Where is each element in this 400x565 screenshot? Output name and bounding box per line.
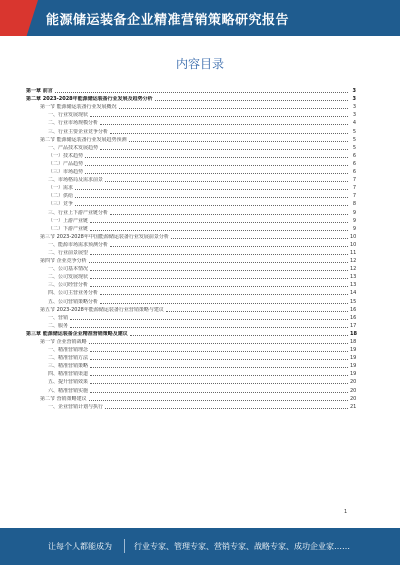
toc-item-row[interactable]: [26, 361, 356, 369]
toc-leader-dots: [70, 327, 348, 328]
toc-entry-text: （三）市场趋势: [48, 169, 84, 176]
toc-leader-dots: [100, 294, 348, 295]
toc-page-number: 20: [350, 387, 357, 394]
toc-item-row[interactable]: [26, 126, 356, 134]
toc-page-number: 9: [352, 225, 356, 232]
toc-leader-dots: [100, 124, 348, 125]
toc-page-number: 18: [350, 339, 357, 345]
toc-leader-dots: [110, 246, 348, 247]
toc-leader-dots: [90, 392, 348, 393]
toc-page-number: 7: [352, 193, 356, 200]
toc-leader-dots: [90, 270, 348, 271]
page-number: 1: [344, 509, 348, 515]
toc-entry-text: 第二节 营销策略建议: [40, 395, 87, 402]
toc-item-row[interactable]: [26, 321, 356, 329]
toc-leader-dots: [105, 408, 348, 409]
toc-page-number: 9: [352, 209, 356, 216]
toc-chapter-row[interactable]: [26, 329, 356, 337]
toc-leader-dots: [89, 343, 348, 344]
toc-leader-dots: [85, 165, 348, 166]
toc-page-number: 12: [350, 258, 357, 265]
toc-chapter-row[interactable]: [26, 86, 356, 94]
toc-page-number: 17: [350, 322, 357, 329]
toc-entry-text: （二）下游产业链: [48, 225, 89, 232]
toc-page-number: 21: [350, 403, 357, 410]
toc-section-row[interactable]: [26, 256, 356, 264]
toc-leader-dots: [90, 278, 348, 279]
toc-leader-dots: [155, 100, 348, 101]
toc-section-row[interactable]: [26, 337, 356, 345]
toc-item-row[interactable]: [26, 167, 356, 175]
toc-page-number: 13: [350, 282, 357, 289]
toc-item-row[interactable]: [26, 207, 356, 215]
toc-section-row[interactable]: [26, 394, 356, 402]
toc-entry-text: 一、能源市场需求预测分析: [48, 241, 109, 248]
toc-page-number: 19: [350, 347, 357, 354]
toc-leader-dots: [90, 367, 348, 368]
toc-page-number: 16: [350, 306, 357, 313]
toc-item-row[interactable]: [26, 216, 356, 224]
header-accent-shape: [0, 0, 38, 36]
toc-page-number: 3: [352, 112, 356, 119]
toc-leader-dots: [171, 238, 348, 239]
toc-item-row[interactable]: [26, 118, 356, 126]
toc-item-row[interactable]: [26, 296, 356, 304]
toc-heading: 内容目录: [175, 57, 224, 71]
toc-page-number: 6: [352, 160, 356, 167]
toc-leader-dots: [75, 189, 348, 190]
toc-leader-dots: [119, 108, 348, 109]
toc-entry-text: 一、行业发展现状: [48, 112, 89, 119]
toc-item-row[interactable]: [26, 280, 356, 288]
toc-section-row[interactable]: [26, 102, 356, 110]
toc-item-row[interactable]: [26, 191, 356, 199]
toc-page-number: 3: [352, 96, 356, 103]
toc-leader-dots: [100, 303, 348, 304]
toc-entry-text: 四、公司主营业务分析: [48, 290, 99, 297]
toc-leader-dots: [130, 335, 348, 336]
toc-section-row[interactable]: [26, 232, 356, 240]
toc-leader-dots: [85, 157, 348, 158]
toc-leader-dots: [110, 214, 348, 215]
toc-item-row[interactable]: [26, 175, 356, 183]
footer-banner: [0, 528, 400, 565]
toc-item-row[interactable]: [26, 183, 356, 191]
toc-entry-text: 第一章 前言: [26, 88, 53, 95]
toc-item-row[interactable]: [26, 402, 356, 410]
toc-item-row[interactable]: [26, 345, 356, 353]
toc-leader-dots: [75, 197, 348, 198]
toc-item-row[interactable]: [26, 369, 356, 377]
toc-item-row[interactable]: [26, 288, 356, 296]
toc-page-number: 6: [352, 152, 356, 159]
toc-page-number: 13: [350, 274, 357, 281]
toc-page-number: 12: [350, 266, 357, 273]
toc-leader-dots: [105, 181, 348, 182]
toc-leader-dots: [90, 286, 348, 287]
toc-item-row[interactable]: [26, 353, 356, 361]
toc-item-row[interactable]: [26, 110, 356, 118]
toc-entry-text: 二、公司发展现状: [48, 274, 89, 281]
toc-page-number: 6: [352, 169, 356, 176]
toc-entry-text: 第三章 能源储运装备企业精准营销策略及建议: [26, 330, 128, 337]
toc-page-number: 5: [352, 136, 356, 143]
toc-page-number: 15: [350, 298, 357, 305]
footer-divider: [124, 539, 125, 553]
toc-leader-dots: [75, 205, 348, 206]
toc-leader-dots: [129, 141, 348, 142]
toc-leader-dots: [166, 311, 348, 312]
toc-leader-dots: [90, 375, 348, 376]
toc-leader-dots: [100, 149, 348, 150]
toc-leader-dots: [90, 254, 348, 255]
toc-page-number: 7: [352, 185, 356, 192]
header-banner: [0, 0, 400, 36]
toc-entry-text: （一）需求: [48, 185, 74, 192]
toc-entry-text: 第三节 2023-2028年中国能源储运装备行业发展前景分析: [40, 233, 169, 240]
toc-page-number: 4: [352, 120, 356, 127]
toc-entry-text: 一、精准营销理念: [48, 347, 89, 354]
toc-entry-text: 二、行业前景展望: [48, 249, 89, 256]
toc-page-number: 14: [350, 290, 357, 297]
toc-item-row[interactable]: [26, 199, 356, 207]
footer-slogan-right: 行业专家、管理专家、营销专家、战略专家、成功企业家……: [134, 542, 350, 551]
toc-entry-text: 六、精准营销实施: [48, 387, 89, 394]
toc-leader-dots: [90, 383, 348, 384]
toc-entry-text: （二）供给: [48, 193, 74, 200]
toc-entry-text: 第二章 2023-2028年能源储运装备行业发展及趋势分析: [26, 96, 153, 103]
toc-leader-dots: [55, 92, 348, 93]
toc-page-number: 10: [350, 233, 357, 240]
toc-item-row[interactable]: [26, 224, 356, 232]
toc-page-number: 8: [352, 201, 356, 208]
toc-entry-text: （二）产品趋势: [48, 160, 84, 167]
toc-entry-text: （一）上游产业链: [48, 217, 89, 224]
toc-leader-dots: [70, 319, 348, 320]
toc-entry-text: 二、行业市场规模分析: [48, 120, 99, 127]
toc-page-number: 9: [352, 217, 356, 224]
toc-leader-dots: [90, 351, 348, 352]
toc-item-row[interactable]: [26, 151, 356, 159]
toc-page-number: 5: [352, 128, 356, 135]
toc-entry-text: （三）竞争: [48, 201, 74, 208]
toc-entry-text: 第一节 企业营销战略: [40, 339, 87, 345]
toc-page-number: 3: [352, 88, 356, 95]
toc-entry-text: 三、行业主要企业竞争分析: [48, 128, 109, 135]
toc-leader-dots: [85, 173, 348, 174]
toc-page-number: 19: [350, 371, 357, 378]
toc-leader-dots: [110, 133, 348, 134]
toc-page-number: 16: [350, 314, 357, 321]
toc-entry-text: （一）技术趋势: [48, 152, 84, 159]
toc-leader-dots: [90, 116, 348, 117]
toc-entry-text: 第一节 能源储运装备行业发展概况: [40, 104, 117, 111]
footer-slogan-left: 让每个人都能成为: [48, 542, 112, 551]
toc-entry-text: 二、精准营销方法: [48, 355, 89, 362]
toc-page-number: 7: [352, 177, 356, 184]
report-title: 能源储运装备企业精准营销策略研究报告: [46, 13, 290, 28]
toc-entry-text: 三、行业上下游产业链分析: [48, 209, 109, 216]
toc-leader-dots: [90, 222, 348, 223]
toc-entry-text: 二、市场格局及需求前景: [48, 177, 104, 184]
toc-page-number: 19: [350, 355, 357, 362]
toc-chapter-row[interactable]: [26, 94, 356, 102]
toc-section-row[interactable]: [26, 135, 356, 143]
toc-page-number: 20: [350, 379, 357, 386]
toc-leader-dots: [89, 262, 348, 263]
toc-page-number: 18: [350, 330, 357, 337]
toc-entry-text: 一、公司基本情况: [48, 266, 89, 273]
toc-entry-text: 五、提升营销效果: [48, 379, 89, 386]
toc-item-row[interactable]: [26, 240, 356, 248]
toc-page-number: 19: [350, 363, 357, 370]
toc-leader-dots: [90, 359, 348, 360]
toc-leader-dots: [89, 400, 348, 401]
toc-item-row[interactable]: [26, 143, 356, 151]
toc-item-row[interactable]: [26, 272, 356, 280]
toc-item-row[interactable]: [26, 377, 356, 385]
toc-item-row[interactable]: [26, 385, 356, 393]
toc-page-number: 10: [350, 241, 357, 248]
toc-item-row[interactable]: [26, 313, 356, 321]
toc-entry-text: 三、公司经营分析: [48, 282, 89, 289]
toc-item-row[interactable]: [26, 248, 356, 256]
toc-entry-text: 第四节 企业竞争分析: [40, 258, 87, 265]
toc-entry-text: 五、公司营销策略分析: [48, 298, 99, 305]
toc-entry-text: 四、精准营销渠道: [48, 371, 89, 378]
toc-entry-text: 三、精准营销策略: [48, 363, 89, 370]
toc-entry-text: 一、产品技术发展趋势: [48, 144, 99, 151]
toc-entry-text: 第二节 能源储运装备行业发展趋势预测: [40, 136, 127, 143]
toc-entry-text: 一、企业营销计划与执行: [48, 403, 104, 410]
toc-page-number: 3: [352, 104, 356, 111]
table-of-contents: [26, 86, 356, 410]
toc-page-number: 20: [350, 395, 357, 402]
toc-page-number: 5: [352, 144, 356, 151]
toc-page-number: 11: [350, 249, 357, 256]
toc-entry-text: 一、营销: [48, 314, 69, 321]
toc-leader-dots: [90, 230, 348, 231]
toc-entry-text: 第五节 2023-2028年能源储运装备行业营销策略与建议: [40, 306, 164, 313]
toc-section-row[interactable]: [26, 305, 356, 313]
toc-item-row[interactable]: [26, 159, 356, 167]
toc-item-row[interactable]: [26, 264, 356, 272]
toc-entry-text: 二、服务: [48, 322, 69, 329]
